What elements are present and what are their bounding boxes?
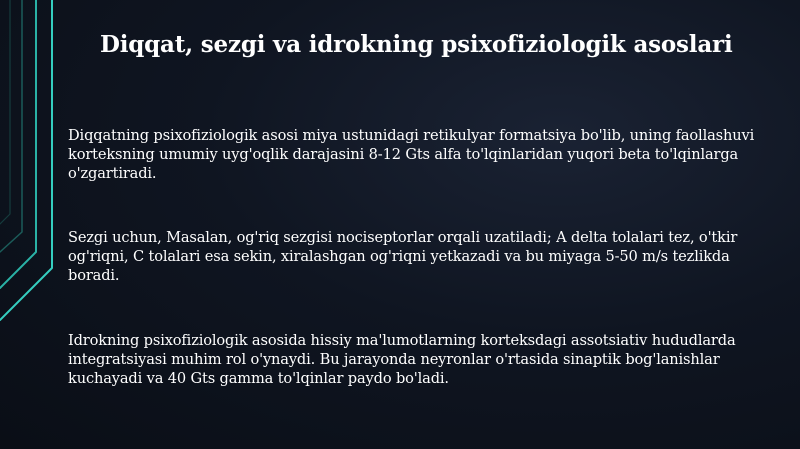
paragraph-perception: Idrokning psixofiziologik asosida hissiy ma'lumotlarning korteksdagi assotsiativ hududlarda integratsiyasi muhim rol o'ynaydi. Bu jarayonda neyronlar o'rtasida sinaptik bog'lanishlar kuchayadi va 40 Gts gamma to'lqinlar paydo bo'ladi. [68,332,736,387]
slide-title: Diqqat, sezgi va idrokning psixofiziologik asoslari [100,31,733,58]
paragraph-sensation: Sezgi uchun, Masalan, og'riq sezgisi nociseptorlar orqali uzatiladi; A delta tolalari tez, o'tkir og'riqni, C tolalari esa sekin, xiralashgan og'riqni yetkazadi va bu miyaga 5-50 m/s tezlikda boradi. [68,229,738,284]
circuit-line-1 [0,0,22,252]
circuit-line-3 [0,0,52,320]
paragraph-attention: Diqqatning psixofiziologik asosi miya ustunidagi retikulyar formatsiya bo'lib, uning faollashuvi korteksning umumiy uyg'oqlik darajasini 8-12 Gts alfa to'lqinlaridan yuqori beta to'lqinlarga o'zgartiradi. [68,127,755,182]
circuit-line-4 [0,0,10,224]
circuit-line-2 [0,0,36,288]
